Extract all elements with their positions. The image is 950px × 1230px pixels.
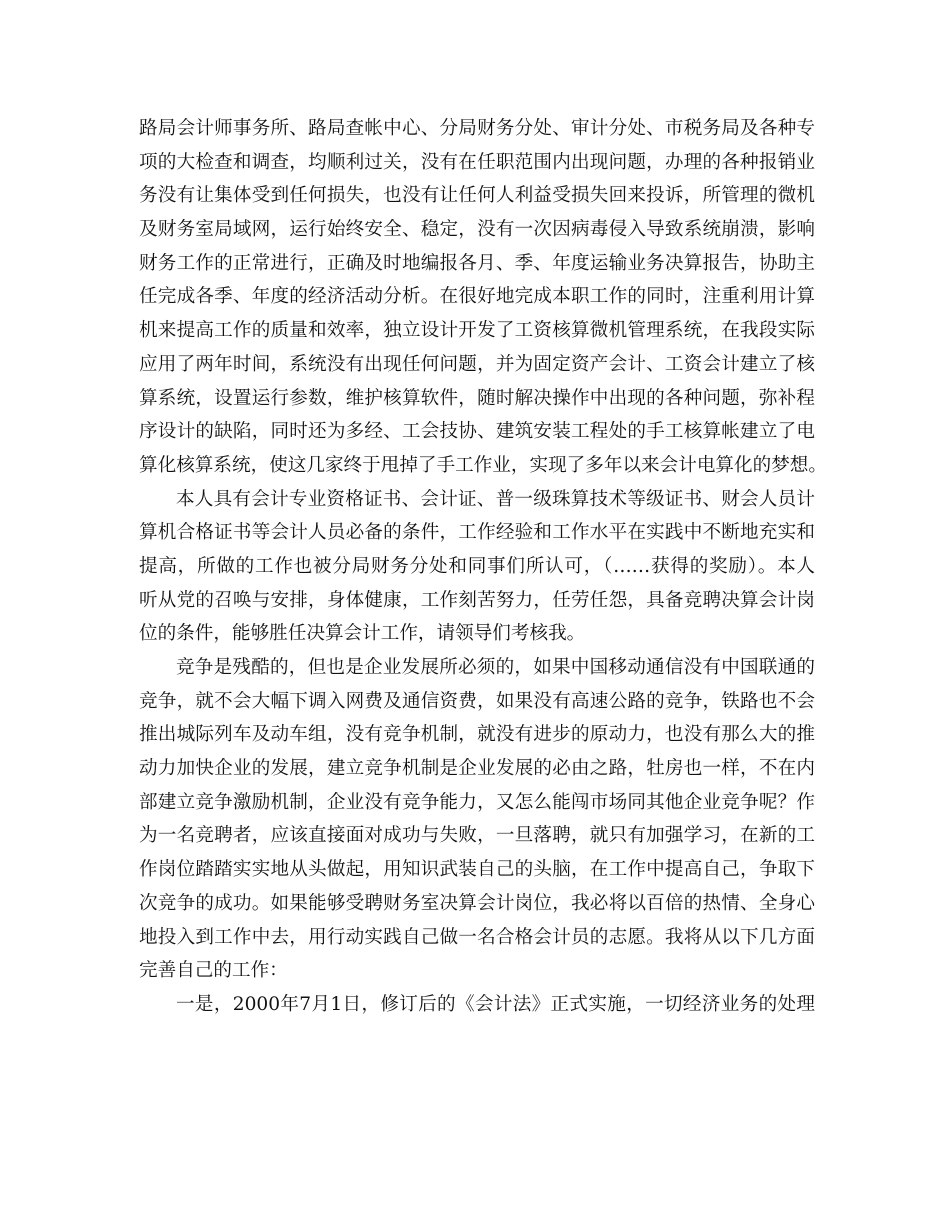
text-line: 及财务室局域网，运行始终安全、稳定，没有一次因病毒侵入导致系统崩溃，影响 [139,219,815,241]
text-line: 完善自己的工作： [139,960,288,982]
text-line: 本人具有会计专业资格证书、会计证、普一级珠算技术等级证书、财会人员计 [176,488,815,510]
text-line: 竞争，就不会大幅下调入网费及通信资费，如果没有高速公路的竞争，铁路也不会 [139,690,815,712]
paragraph [139,651,815,988]
text-line: 算系统，设置运行参数，维护核算软件，随时解决操作中出现的各种问题，弥补程 [139,387,815,409]
text-line: 算机合格证书等会计人员必备的条件，工作经验和工作水平在实践中不断地充实和 [139,522,815,544]
text-line: 务没有让集体受到任何损失，也没有让任何人利益受损失回来投诉，所管理的微机 [139,185,815,207]
text-line: 提高，所做的工作也被分局财务分处和同事们所认可，（……获得的奖励）。本人 [139,555,815,577]
text-line: 次竞争的成功。如果能够受聘财务室决算会计岗位，我必将以百倍的热情、全身心 [139,892,815,914]
text-line: 动力加快企业的发展，建立竞争机制是企业发展的必由之路，牡房也一样，不在内 [139,758,815,780]
paragraph [139,483,815,651]
text-line: 听从党的召唤与安排，身体健康，工作刻苦努力，任劳任怨，具备竞聘决算会计岗 [139,589,815,611]
text-line: 推出城际列车及动车组，没有竞争机制，就没有进步的原动力，也没有那么大的推 [139,724,815,746]
text-line: 应用了两年时间，系统没有出现任何问题，并为固定资产会计、工资会计建立了核 [139,353,815,375]
paragraph [139,112,827,483]
text-line: 一是，2000年7月1日，修订后的《会计法》正式实施，一切经济业务的处理 [176,993,815,1015]
text-line: 地投入到工作中去，用行动实践自己做一名合格会计员的志愿。我将从以下几方面 [139,926,815,948]
document-page [139,112,827,1022]
text-line: 序设计的缺陷，同时还为多经、工会技协、建筑安装工程处的手工核算帐建立了电 [139,421,815,443]
text-line: 部建立竞争激励机制，企业没有竞争能力，又怎么能闯市场同其他企业竞争呢？作 [139,791,815,813]
text-line: 项的大检查和调查，均顺利过关，没有在任职范围内出现问题，办理的各种报销业 [139,151,815,173]
text-line: 财务工作的正常进行，正确及时地编报各月、季、年度运输业务决算报告，协助主 [139,252,815,274]
text-line: 竞争是残酷的，但也是企业发展所必须的，如果中国移动通信没有中国联通的 [176,657,815,678]
text-line: 算化核算系统，使这几家终于甩掉了手工作业，实现了多年以来会计电算化的梦想。 [139,454,827,476]
paragraph [139,988,815,1022]
text-line: 为一名竞聘者，应该直接面对成功与失败，一旦落聘，就只有加强学习，在新的工 [139,825,815,847]
text-line: 位的条件，能够胜任决算会计工作，请领导们考核我。 [139,623,586,645]
text-line: 任完成各季、年度的经济活动分析。在很好地完成本职工作的同时，注重利用计算 [139,286,815,308]
text-line: 路局会计师事务所、路局查帐中心、分局财务分处、审计分处、市税务局及各种专 [139,118,815,139]
text-line: 作岗位踏踏实实地从头做起，用知识武装自己的头脑，在工作中提高自己，争取下 [139,859,815,881]
text-line: 机来提高工作的质量和效率，独立设计开发了工资核算微机管理系统，在我段实际 [139,320,815,342]
